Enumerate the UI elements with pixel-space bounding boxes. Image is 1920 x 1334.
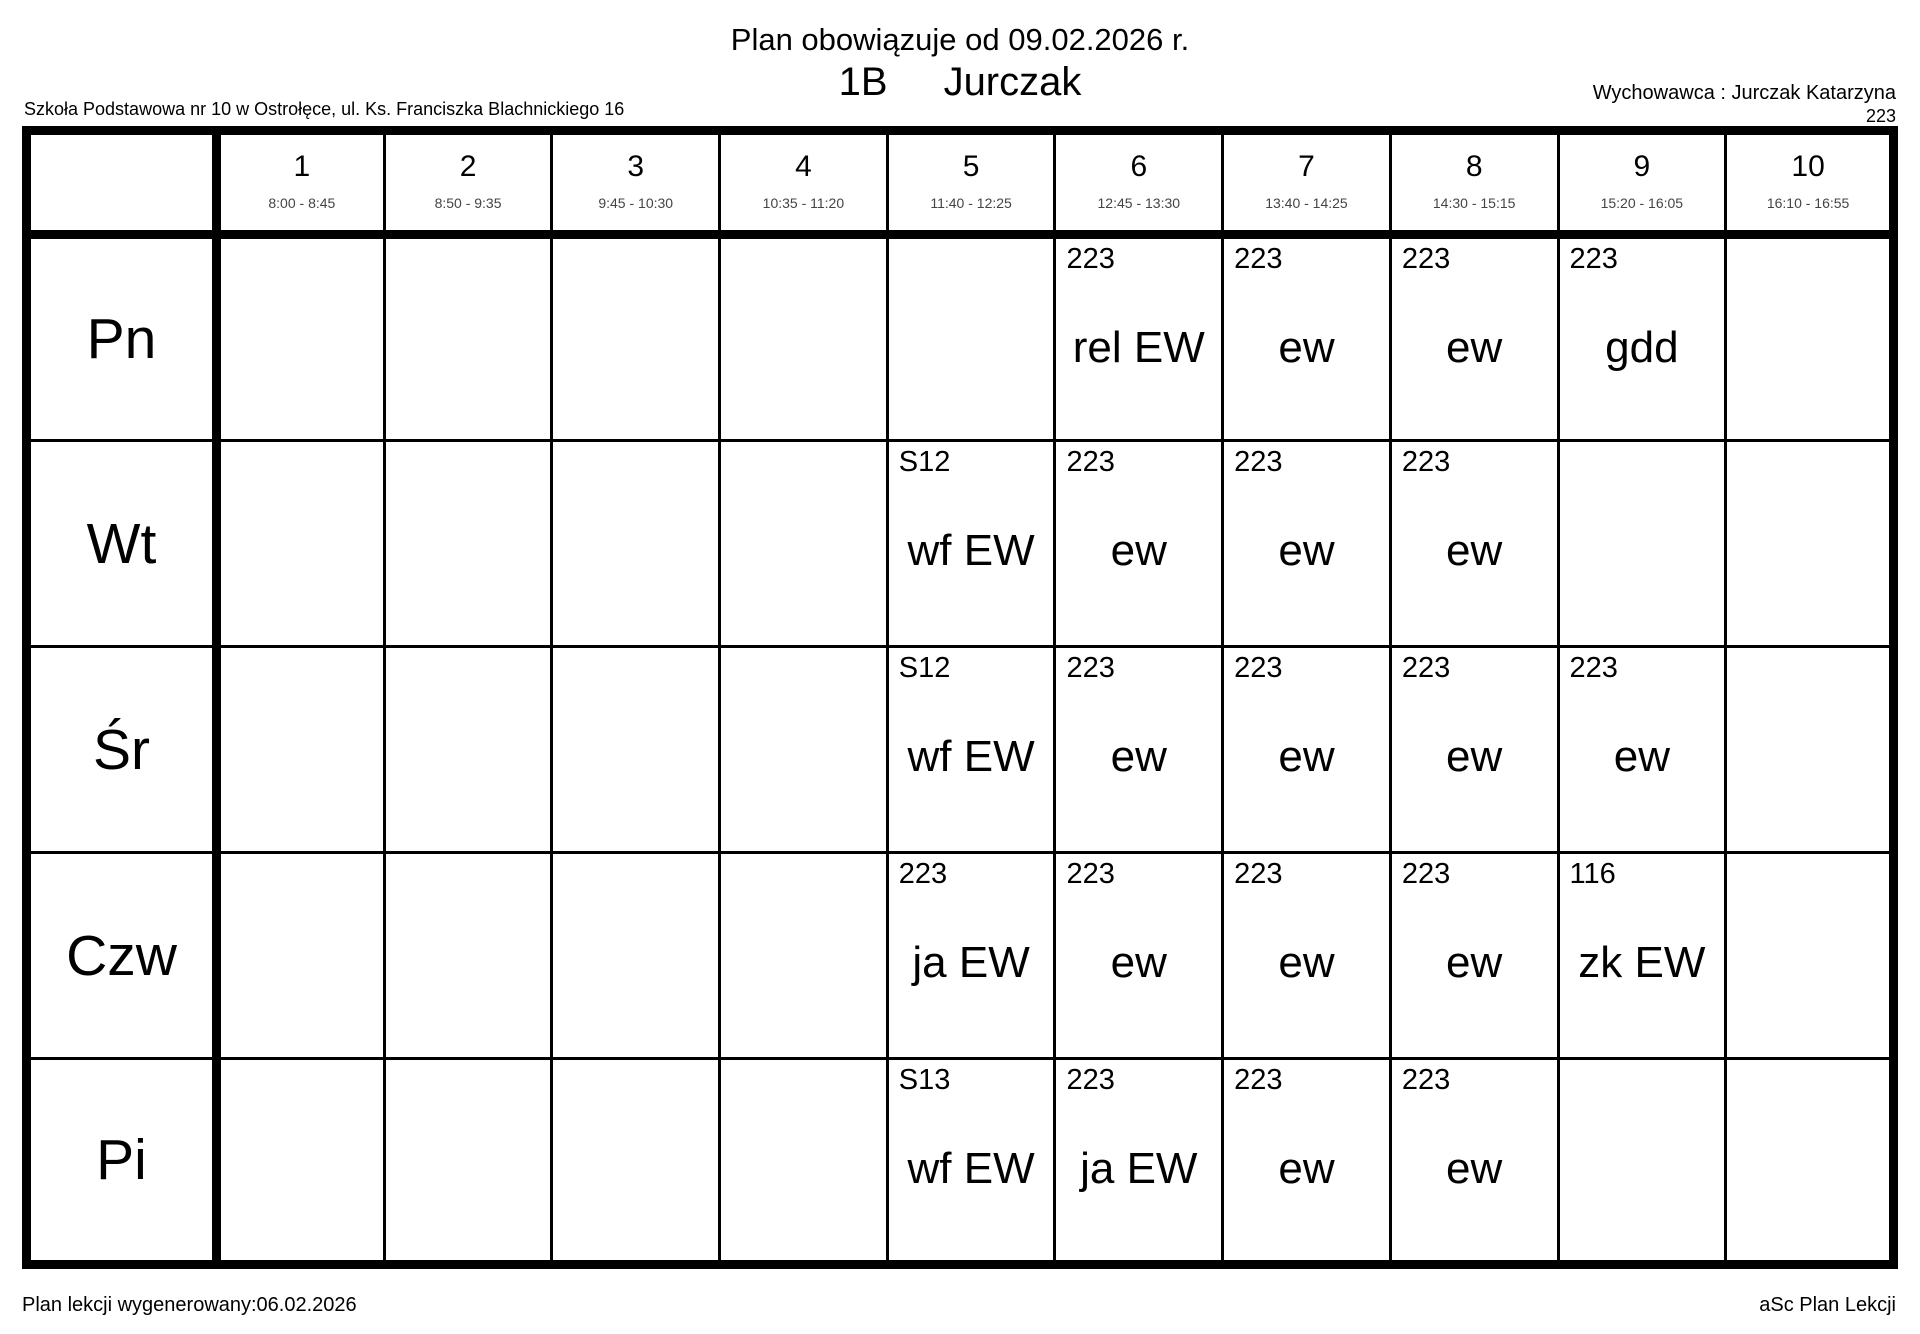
column-header-10	[1726, 131, 1894, 235]
day-row-pn	[27, 235, 1894, 441]
empty-cell	[887, 235, 1055, 441]
day-label-czw: Czw	[27, 853, 217, 1059]
lesson-cell	[1390, 1059, 1558, 1265]
lesson-cell	[1390, 441, 1558, 647]
subject-code: ew	[1278, 938, 1335, 987]
room-number: 223	[1401, 243, 1451, 275]
room-number: S12	[898, 652, 951, 684]
subject-code: ew	[1278, 323, 1335, 372]
lesson-cell	[1558, 235, 1726, 441]
column-header-3	[552, 131, 720, 235]
lesson-cell	[1055, 647, 1223, 853]
column-header-4	[720, 131, 888, 235]
empty-cell	[720, 441, 888, 647]
header-row	[27, 131, 1894, 235]
corner-cell	[27, 131, 217, 235]
lesson-cell	[1390, 853, 1558, 1059]
subject-code: zk EW	[1578, 938, 1706, 987]
subject-code: ew	[1446, 938, 1503, 987]
room-number: 223	[1066, 858, 1115, 890]
subject-code: ja EW	[1080, 1144, 1198, 1193]
room-number: 223	[1401, 446, 1451, 478]
lesson-time: 8:00 - 8:45	[268, 195, 336, 211]
empty-cell	[1558, 441, 1726, 647]
empty-cell	[1726, 441, 1894, 647]
room-number: S12	[898, 446, 951, 478]
lesson-time: 16:10 - 16:55	[1766, 195, 1850, 211]
timetable-header	[27, 131, 1894, 235]
empty-cell	[217, 1059, 385, 1265]
lesson-number: 2	[459, 150, 477, 183]
lesson-number: 4	[795, 150, 812, 183]
subject-code: ew	[1446, 323, 1503, 372]
empty-cell	[720, 853, 888, 1059]
room-number: 223	[1234, 1064, 1283, 1096]
lesson-number: 7	[1298, 150, 1315, 183]
subject-code: rel EW	[1072, 323, 1205, 372]
lesson-cell	[1558, 647, 1726, 853]
lesson-time: 13:40 - 14:25	[1265, 195, 1348, 211]
lesson-number: 3	[627, 150, 645, 183]
room-number: 223	[1066, 652, 1115, 684]
subject-code: ew	[1110, 526, 1167, 575]
subject-code: wf EW	[907, 526, 1035, 575]
empty-cell	[384, 853, 552, 1059]
day-label-wt: Wt	[27, 441, 217, 647]
empty-cell	[384, 441, 552, 647]
subject-code: ew	[1446, 732, 1503, 781]
day-label-pn: Pn	[27, 235, 217, 441]
room-number: 223	[1569, 652, 1618, 684]
empty-cell	[217, 235, 385, 441]
empty-cell	[552, 1059, 720, 1265]
lesson-number: 6	[1130, 150, 1148, 183]
day-row-wt	[27, 441, 1894, 647]
lesson-cell	[1223, 647, 1391, 853]
lesson-cell	[887, 853, 1055, 1059]
empty-cell	[1726, 647, 1894, 853]
class-name: 1B	[838, 60, 888, 104]
empty-cell	[552, 441, 720, 647]
subject-code: ja EW	[912, 938, 1030, 987]
lesson-time: 12:45 - 13:30	[1097, 195, 1181, 211]
subject-code: gdd	[1605, 323, 1679, 372]
empty-cell	[1726, 235, 1894, 441]
subject-code: ew	[1446, 526, 1503, 575]
lesson-cell	[1223, 853, 1391, 1059]
lesson-cell	[1223, 235, 1391, 441]
lesson-number: 9	[1633, 150, 1651, 183]
lesson-time: 14:30 - 15:15	[1432, 195, 1516, 211]
empty-cell	[217, 853, 385, 1059]
timetable-body	[27, 235, 1894, 1265]
lesson-time: 11:40 - 12:25	[930, 195, 1012, 211]
room-number: 223	[1569, 243, 1618, 275]
lesson-cell	[887, 647, 1055, 853]
subject-code: wf EW	[907, 732, 1035, 781]
day-label-pi: Pi	[27, 1059, 217, 1265]
empty-cell	[217, 441, 385, 647]
column-header-7	[1223, 131, 1391, 235]
lesson-time: 15:20 - 16:05	[1600, 195, 1684, 211]
room-number: 223	[1234, 446, 1283, 478]
plan-valid-from-title: Plan obowiązuje od 09.02.2026 r.	[730, 22, 1190, 57]
subject-code: ew	[1110, 938, 1167, 987]
class-teacher-name: Jurczak	[943, 60, 1082, 104]
room-number: 116	[1569, 858, 1616, 890]
lesson-number: 1	[293, 150, 311, 183]
lesson-number: 10	[1791, 150, 1825, 183]
lesson-cell	[1055, 235, 1223, 441]
homeroom-number: 223	[1865, 106, 1896, 126]
day-row-sr	[27, 647, 1894, 853]
day-row-pi	[27, 1059, 1894, 1265]
subject-code: ew	[1446, 1144, 1503, 1193]
room-number: 223	[1234, 858, 1283, 890]
room-number: 223	[1066, 243, 1115, 275]
empty-cell	[384, 235, 552, 441]
empty-cell	[217, 647, 385, 853]
empty-cell	[384, 647, 552, 853]
subject-code: ew	[1110, 732, 1167, 781]
room-number: 223	[1401, 1064, 1451, 1096]
room-number: 223	[1401, 858, 1451, 890]
lesson-cell	[1055, 441, 1223, 647]
empty-cell	[720, 1059, 888, 1265]
subject-code: ew	[1278, 526, 1335, 575]
subject-code: ew	[1278, 732, 1335, 781]
homeroom-teacher-label: Wychowawca : Jurczak Katarzyna	[1592, 82, 1896, 104]
room-number: S13	[898, 1064, 951, 1096]
lesson-cell	[1390, 235, 1558, 441]
lesson-number: 8	[1465, 150, 1483, 183]
generated-date-footer: Plan lekcji wygenerowany:06.02.2026	[22, 1294, 357, 1316]
empty-cell	[720, 647, 888, 853]
day-row-czw	[27, 853, 1894, 1059]
lesson-cell	[887, 1059, 1055, 1265]
room-number: 223	[1401, 652, 1451, 684]
empty-cell	[552, 647, 720, 853]
lesson-time: 8:50 - 9:35	[434, 195, 502, 211]
column-header-9	[1558, 131, 1726, 235]
column-header-5	[887, 131, 1055, 235]
room-number: 223	[1234, 652, 1283, 684]
lesson-cell	[1223, 441, 1391, 647]
lesson-cell	[1390, 647, 1558, 853]
lesson-time: 9:45 - 10:30	[598, 195, 674, 211]
day-label-sr: Śr	[27, 647, 217, 853]
lesson-number: 5	[962, 150, 980, 183]
lesson-cell	[1223, 1059, 1391, 1265]
lesson-cell	[1558, 853, 1726, 1059]
column-header-1	[217, 131, 385, 235]
subject-code: ew	[1278, 1144, 1335, 1193]
asc-brand-footer: aSc Plan Lekcji	[1759, 1294, 1896, 1316]
column-header-6	[1055, 131, 1223, 235]
room-number: 223	[898, 858, 948, 890]
subject-code: wf EW	[907, 1144, 1035, 1193]
column-header-8	[1390, 131, 1558, 235]
empty-cell	[552, 853, 720, 1059]
empty-cell	[1726, 853, 1894, 1059]
empty-cell	[720, 235, 888, 441]
lesson-time: 10:35 - 11:20	[762, 195, 845, 211]
empty-cell	[384, 1059, 552, 1265]
column-header-2	[384, 131, 552, 235]
empty-cell	[1558, 1059, 1726, 1265]
school-name: Szkoła Podstawowa nr 10 w Ostrołęce, ul. Ks. Franciszka Blachnickiego 16	[24, 99, 625, 119]
room-number: 223	[1066, 1064, 1115, 1096]
lesson-cell	[1055, 853, 1223, 1059]
lesson-cell	[887, 441, 1055, 647]
empty-cell	[552, 235, 720, 441]
timetable	[22, 126, 1898, 1269]
room-number: 223	[1066, 446, 1115, 478]
lesson-cell	[1055, 1059, 1223, 1265]
room-number: 223	[1234, 243, 1283, 275]
subject-code: ew	[1613, 732, 1670, 781]
empty-cell	[1726, 1059, 1894, 1265]
